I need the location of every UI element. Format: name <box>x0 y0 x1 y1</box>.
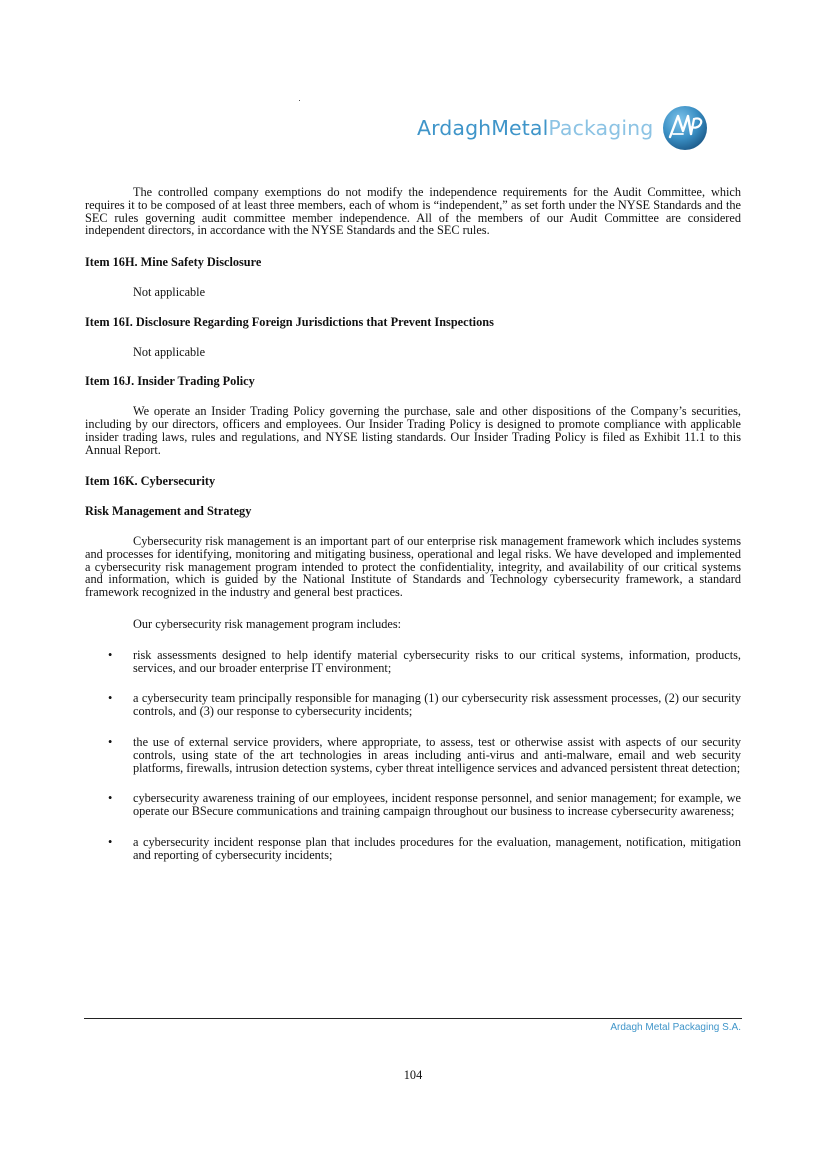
risk-management-heading: Risk Management and Strategy <box>85 504 252 519</box>
item-16k-heading: Item 16K. Cybersecurity <box>85 474 216 489</box>
list-item-text: a cybersecurity incident response plan that includes procedures for the evaluation, management, notification, mitigation and reporting of cybersecurity incidents; <box>133 834 741 862</box>
list-item-text: a cybersecurity team principally responsible for managing (1) our cybersecurity risk assessment processes, (2) our security controls, and (3) our response to cybersecurity incidents; <box>133 691 741 719</box>
list-item <box>85 736 741 774</box>
program-bullet-list <box>85 649 741 862</box>
stray-dot <box>299 100 300 101</box>
list-item <box>85 836 741 862</box>
bullet-icon: • <box>108 691 113 706</box>
item-16i-text: Not applicable <box>133 344 206 359</box>
logo-wordmark-part1: ArdaghMetal <box>417 116 549 140</box>
logo-wordmark <box>417 116 653 140</box>
program-intro: Our cybersecurity risk management program includes: <box>133 616 402 631</box>
amp-logo-icon <box>661 104 709 152</box>
bullet-icon: • <box>108 734 113 749</box>
item-16i-heading: Item 16I. Disclosure Regarding Foreign Jurisdictions that Prevent Inspections <box>85 314 494 329</box>
page-number: 104 <box>403 1068 423 1082</box>
item-16h-text: Not applicable <box>133 284 206 299</box>
intro-paragraph: The controlled company exemptions do not modify the independence requirements for the Audit Committee, which requires it to be composed of at least three members, each of whom is “independent,” as set forth under the NYSE Standards and the SEC rules governing audit committee member independence. All of the members of our Audit Committee are considered independent directors, in accordance with the NYSE Standards and the SEC rules. <box>85 185 741 238</box>
list-item <box>85 649 741 675</box>
item-16j-heading: Item 16J. Insider Trading Policy <box>85 374 255 389</box>
footer-divider <box>84 1018 742 1019</box>
bullet-icon: • <box>108 834 113 849</box>
company-logo <box>417 104 709 152</box>
item-16j-paragraph: We operate an Insider Trading Policy governing the purchase, sale and other dispositions of the Company’s securities, including by our directors, officers and employees. Our Insider Trading Policy is designed to promote compliance with applicable insider trading laws, rules and regulations, and NYSE listing standards. Our Insider Trading Policy is filed as Exhibit 11.1 to this Annual Report. <box>85 404 741 457</box>
bullet-icon: • <box>108 647 113 662</box>
item-16h-heading: Item 16H. Mine Safety Disclosure <box>85 255 262 270</box>
list-item-text: the use of external service providers, where appropriate, to assess, test or otherwise assist with aspects of our security controls, using state of the art technologies in areas including anti-virus and anti-malware, email and web security platforms, firewalls, intrusion detection systems, cyber threat intelligence services and advanced persistent threat detection; <box>133 734 741 775</box>
risk-management-paragraph: Cybersecurity risk management is an important part of our enterprise risk management framework which includes systems and processes for identifying, monitoring and mitigating business, operational and legal risks. We have developed and implemented a cybersecurity risk management program intended to protect the confidentiality, integrity, and availability of our critical systems and information, which is guided by the National Institute of Standards and Technology cybersecurity framework, a standard framework recognized in the industry and general best practices. <box>85 533 741 600</box>
logo-wordmark-part2: Packaging <box>548 116 654 140</box>
bullet-icon: • <box>108 791 113 806</box>
list-item <box>85 692 741 718</box>
list-item-text: cybersecurity awareness training of our employees, incident response personnel, and senior management; for example, we operate our BSecure communications and training campaign throughout our business to increase cybersecurity awareness; <box>133 791 741 819</box>
list-item <box>85 792 741 818</box>
footer-company-name: Ardagh Metal Packaging S.A. <box>610 1022 741 1033</box>
document-body <box>85 186 741 862</box>
list-item-text: risk assessments designed to help identify material cybersecurity risks to our critical systems, information, products, services, and our broader enterprise IT environment; <box>133 647 741 675</box>
